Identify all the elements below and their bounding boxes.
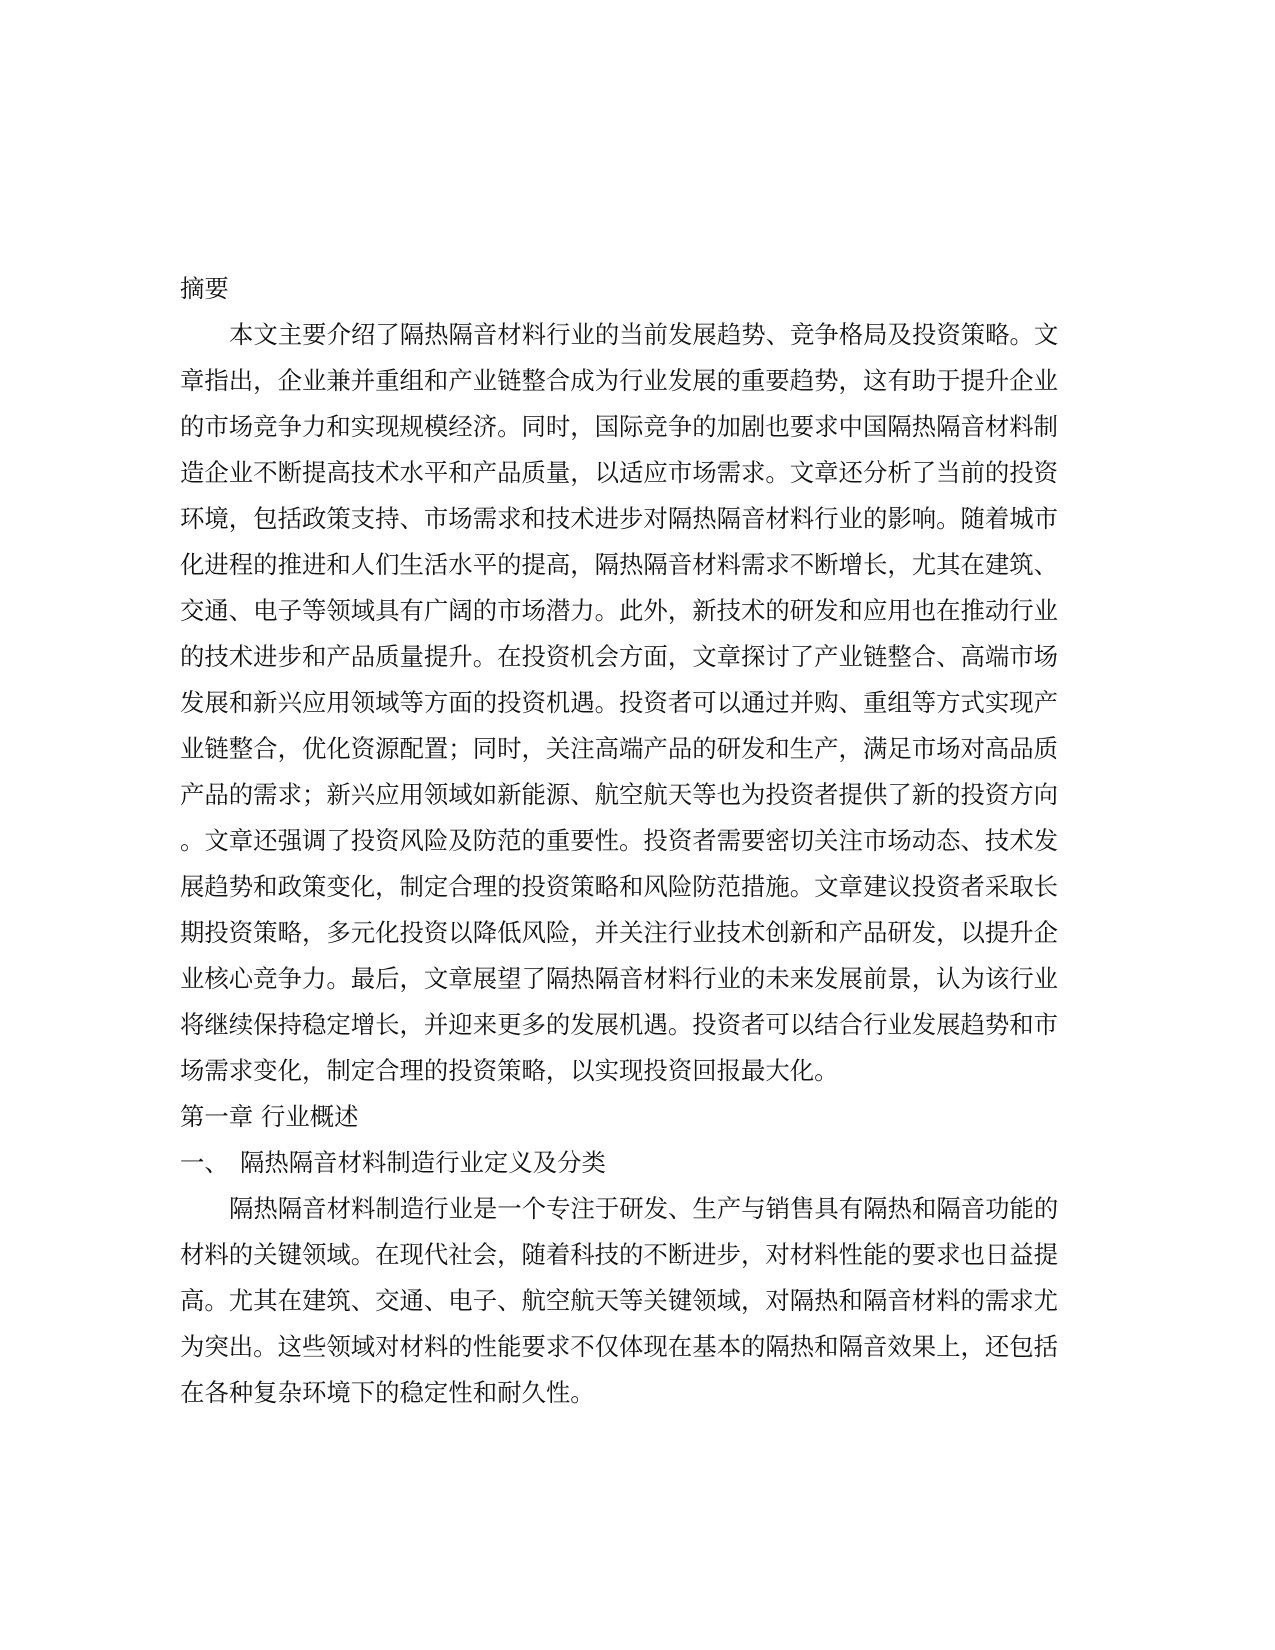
paragraph-line: 交通、电子等领域具有广阔的市场潜力。此外，新技术的研发和应用也在推动行业	[180, 596, 1059, 625]
paragraph-line: 造企业不断提高技术水平和产品质量，以适应市场需求。文章还分析了当前的投资	[180, 458, 1059, 487]
document-page	[180, 266, 1059, 1416]
paragraph-line: 隔热隔音材料制造行业是一个专注于研发、生产与销售具有隔热和隔音功能的	[229, 1194, 1059, 1223]
paragraph-line: 。文章还强调了投资风险及防范的重要性。投资者需要密切关注市场动态、技术发	[180, 826, 1059, 855]
paragraph-line: 化进程的推进和人们生活水平的提高，隔热隔音材料需求不断增长，尤其在建筑、	[180, 550, 1059, 579]
paragraph-line: 材料的关键领域。在现代社会，随着科技的不断进步，对材料性能的要求也日益提	[180, 1240, 1059, 1269]
paragraph-line: 在各种复杂环境下的稳定性和耐久性。	[180, 1378, 595, 1407]
paragraph-line: 高。尤其在建筑、交通、电子、航空航天等关键领域，对隔热和隔音材料的需求尤	[180, 1286, 1059, 1315]
section-number: 一、	[180, 1148, 229, 1177]
paragraph-line: 场需求变化，制定合理的投资策略，以实现投资回报最大化。	[180, 1056, 839, 1085]
paragraph-line: 产品的需求；新兴应用领域如新能源、航空航天等也为投资者提供了新的投资方向	[180, 780, 1059, 809]
abstract-heading: 摘要	[180, 274, 229, 303]
paragraph-line: 期投资策略，多元化投资以降低风险，并关注行业技术创新和产品研发，以提升企	[180, 918, 1059, 947]
chapter-heading: 第一章 行业概述	[180, 1102, 359, 1131]
abstract-paragraph	[180, 312, 1059, 1094]
paragraph-line: 业链整合，优化资源配置；同时，关注高端产品的研发和生产，满足市场对高品质	[180, 734, 1059, 763]
section-paragraph	[180, 1186, 1059, 1416]
paragraph-line: 的市场竞争力和实现规模经济。同时，国际竞争的加剧也要求中国隔热隔音材料制	[180, 412, 1059, 441]
paragraph-line: 环境，包括政策支持、市场需求和技术进步对隔热隔音材料行业的影响。随着城市	[180, 504, 1059, 533]
paragraph-line: 业核心竞争力。最后，文章展望了隔热隔音材料行业的未来发展前景，认为该行业	[180, 964, 1059, 993]
section-heading	[180, 1140, 1040, 1186]
paragraph-line: 章指出，企业兼并重组和产业链整合成为行业发展的重要趋势，这有助于提升企业	[180, 366, 1059, 395]
paragraph-line: 发展和新兴应用领域等方面的投资机遇。投资者可以通过并购、重组等方式实现产	[180, 688, 1059, 717]
paragraph-line: 将继续保持稳定增长，并迎来更多的发展机遇。投资者可以结合行业发展趋势和市	[180, 1010, 1059, 1039]
paragraph-line: 的技术进步和产品质量提升。在投资机会方面，文章探讨了产业链整合、高端市场	[180, 642, 1059, 671]
section-title: 隔热隔音材料制造行业定义及分类	[240, 1148, 606, 1177]
paragraph-line: 本文主要介绍了隔热隔音材料行业的当前发展趋势、竞争格局及投资策略。文	[229, 320, 1059, 349]
paragraph-line: 展趋势和政策变化，制定合理的投资策略和风险防范措施。文章建议投资者采取长	[180, 872, 1059, 901]
paragraph-line: 为突出。这些领域对材料的性能要求不仅体现在基本的隔热和隔音效果上，还包括	[180, 1332, 1059, 1361]
